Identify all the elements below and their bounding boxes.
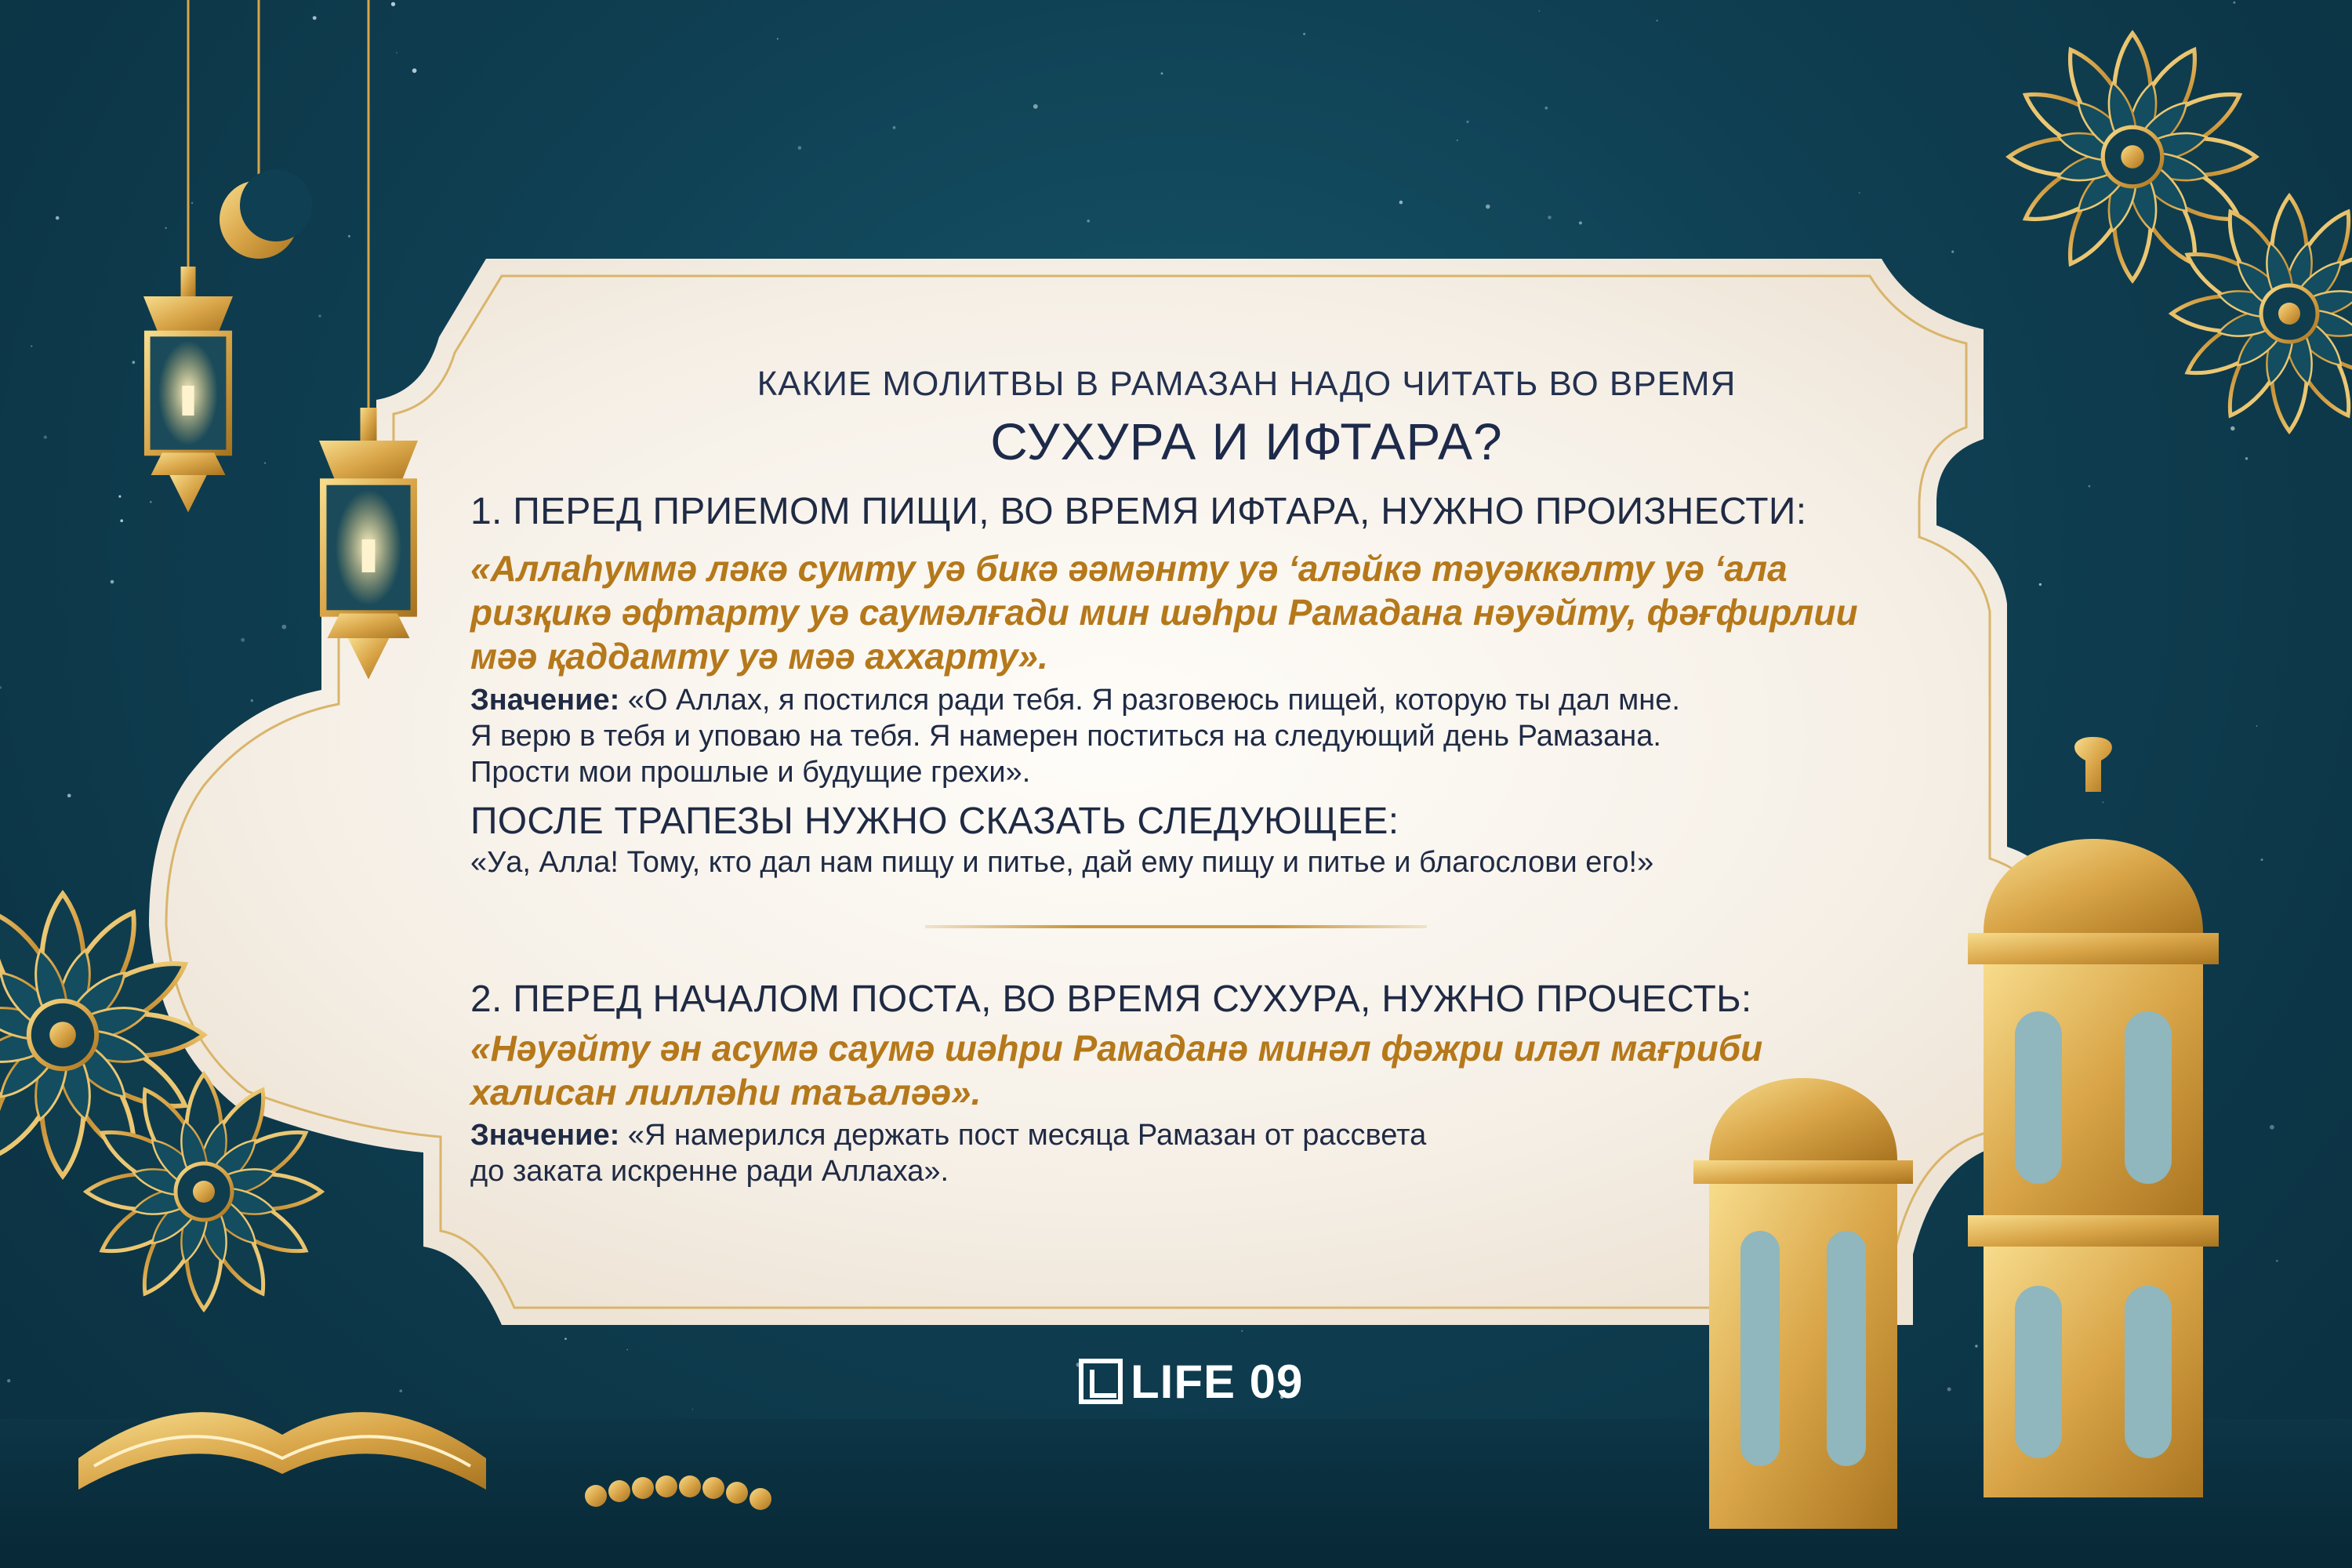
mandala-flower-icon	[2172, 196, 2352, 431]
mosque-lantern-icon	[1968, 737, 2219, 1497]
title-line-1: КАКИЕ МОЛИТВЫ В РАМАЗАН НАДО ЧИТАТЬ ВО ВРЕМЯ	[757, 365, 1737, 403]
brand-logo	[1079, 1356, 1303, 1406]
section1-meaning	[470, 682, 1680, 790]
meaning-text: до заката искренне ради Аллаха».	[470, 1155, 949, 1188]
section2-prayer	[470, 1026, 2007, 1114]
mosque-lantern-icon	[1693, 1078, 1913, 1529]
after-meal-text: «Уа, Алла! Тому, кто дал нам пищу и питье, дай ему пищу и питье и благослови его!»	[470, 846, 1654, 879]
after-meal-heading: ПОСЛЕ ТРАПЕЗЫ НУЖНО СКАЗАТЬ СЛЕДУЮЩЕЕ:	[470, 800, 1399, 842]
lantern-icon	[319, 408, 418, 680]
section1-prayer-line: мәә қаддамту уә мәә аххарту».	[470, 636, 1048, 677]
section2-prayer-line: «Нәуәйту ән асумә саумә шәһри Рамаданә минәл фәжри иләл мағриби	[470, 1028, 1763, 1069]
meaning-text: Прости мои прошлые и будущие грехи».	[470, 756, 1031, 789]
logo-text: LIFE 09	[1131, 1355, 1304, 1408]
section1-prayer	[470, 546, 2007, 678]
meaning-label: Значение:	[470, 684, 620, 717]
crescent-moon-icon	[220, 0, 312, 259]
lantern-icon	[143, 267, 233, 513]
section1-heading: 1. ПЕРЕД ПРИЕМОМ ПИЩИ, ВО ВРЕМЯ ИФТАРА, НУЖНО ПРОИЗНЕСТИ:	[470, 491, 1807, 532]
title-line-2: СУХУРА И ИФТАРА?	[990, 412, 1503, 470]
open-book-icon	[78, 1412, 486, 1490]
section2-meaning	[470, 1117, 1426, 1189]
section2-prayer-line: халисан лилләһи таъаләә».	[470, 1072, 982, 1112]
section1-prayer-line: «Аллаһуммә ләкә сумту уә бикә әәмәнту уә ‘аләйкә тәуәккәлту уә ‘ала	[470, 548, 1788, 589]
divider	[925, 925, 1427, 928]
meaning-text: Я верю в тебя и уповаю на тебя. Я намерен поститься на следующий день Рамазана.	[470, 720, 1661, 753]
meaning-text: «Я намерился держать пост месяца Рамазан от рассвета	[619, 1119, 1427, 1152]
prayer-beads-icon	[585, 1475, 771, 1510]
meaning-label: Значение:	[470, 1119, 620, 1152]
section1-prayer-line: ризқикә әфтарту уә саумәлғади мин шәһри Рамадана нәуәйту, фәғфирлии	[470, 592, 1858, 633]
logo-mark-icon	[1079, 1359, 1123, 1404]
mandala-flower-icon	[2009, 34, 2256, 281]
meaning-text: «О Аллах, я постился ради тебя. Я разговеюсь пищей, которую ты дал мне.	[619, 684, 1680, 717]
section2-heading: 2. ПЕРЕД НАЧАЛОМ ПОСТА, ВО ВРЕМЯ СУХУРА, НУЖНО ПРОЧЕСТЬ:	[470, 978, 1752, 1020]
